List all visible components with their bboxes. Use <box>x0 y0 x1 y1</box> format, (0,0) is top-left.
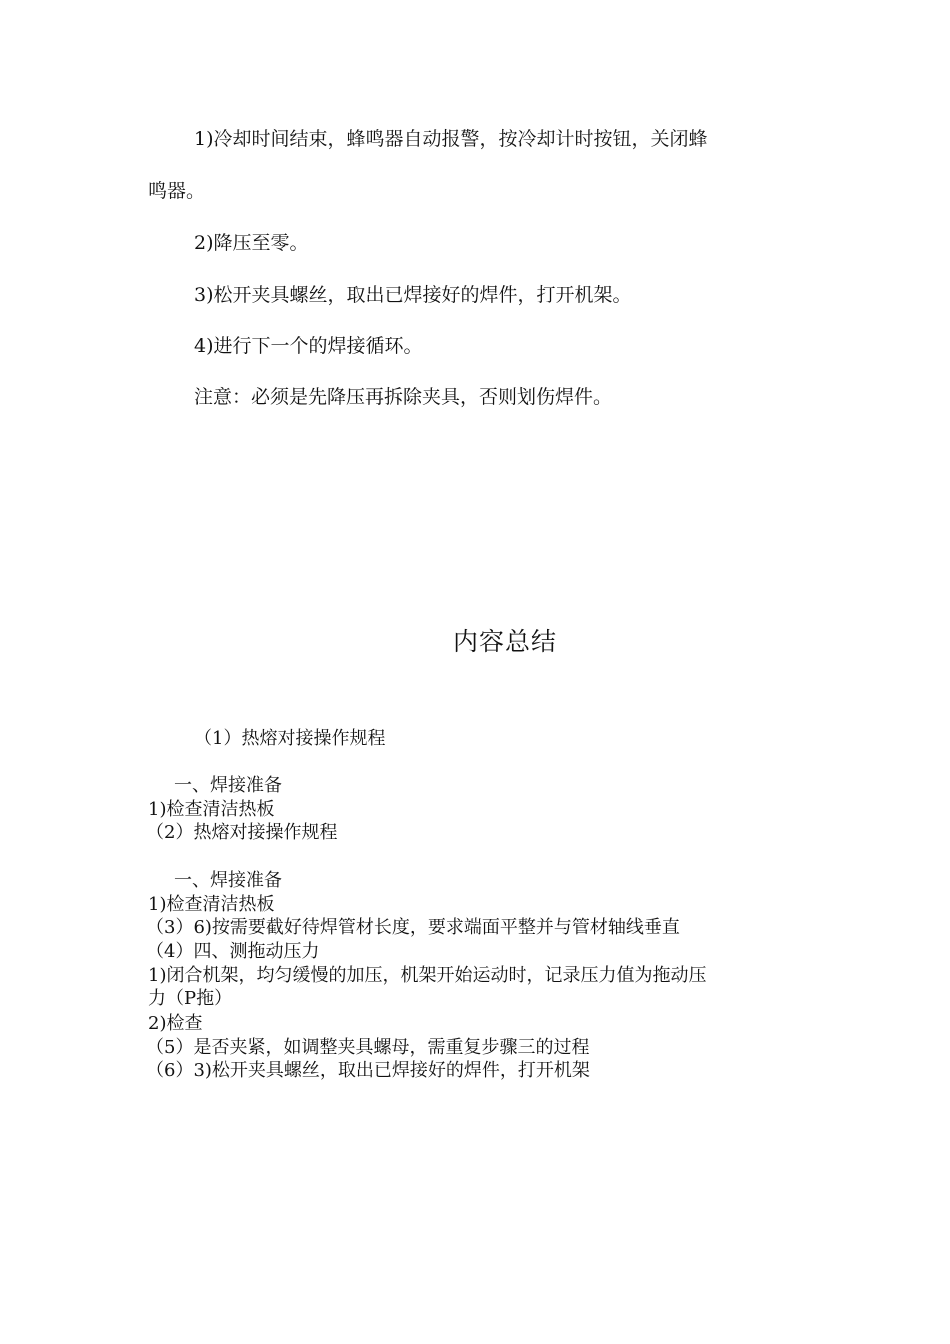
summary-line: 一、焊接准备 <box>174 870 282 891</box>
step-2: 2)降压至零。 <box>194 232 309 254</box>
summary-line: 力（P拖） <box>148 988 233 1009</box>
step-4: 4)进行下一个的焊接循环。 <box>194 335 423 357</box>
summary-line: （6）3)松开夹具螺丝，取出已焊接好的焊件，打开机架 <box>146 1060 590 1081</box>
summary-line: （5）是否夹紧，如调整夹具螺母，需重复步骤三的过程 <box>146 1037 590 1058</box>
summary-line: （2）热熔对接操作规程 <box>146 822 338 843</box>
summary-line: （1）热熔对接操作规程 <box>194 728 386 749</box>
summary-line: 1)检查清洁热板 <box>148 894 275 915</box>
summary-line: （4）四、测拖动压力 <box>146 941 320 962</box>
note: 注意：必须是先降压再拆除夹具，否则划伤焊件。 <box>194 386 613 408</box>
step-1-line-1: 1)冷却时间结束，蜂鸣器自动报警，按冷却计时按钮，关闭蜂 <box>194 128 708 150</box>
summary-line: 2)检查 <box>148 1013 203 1034</box>
step-3: 3)松开夹具螺丝，取出已焊接好的焊件，打开机架。 <box>194 284 632 306</box>
summary-line: 1)检查清洁热板 <box>148 799 275 820</box>
summary-line: 1)闭合机架，均匀缓慢的加压，机架开始运动时，记录压力值为拖动压 <box>148 965 707 986</box>
summary-line: （3）6)按需要截好待焊管材长度，要求端面平整并与管材轴线垂直 <box>146 917 680 938</box>
summary-title: 内容总结 <box>452 627 557 656</box>
step-1-line-2: 鸣器。 <box>148 180 206 202</box>
summary-line: 一、焊接准备 <box>174 775 282 796</box>
